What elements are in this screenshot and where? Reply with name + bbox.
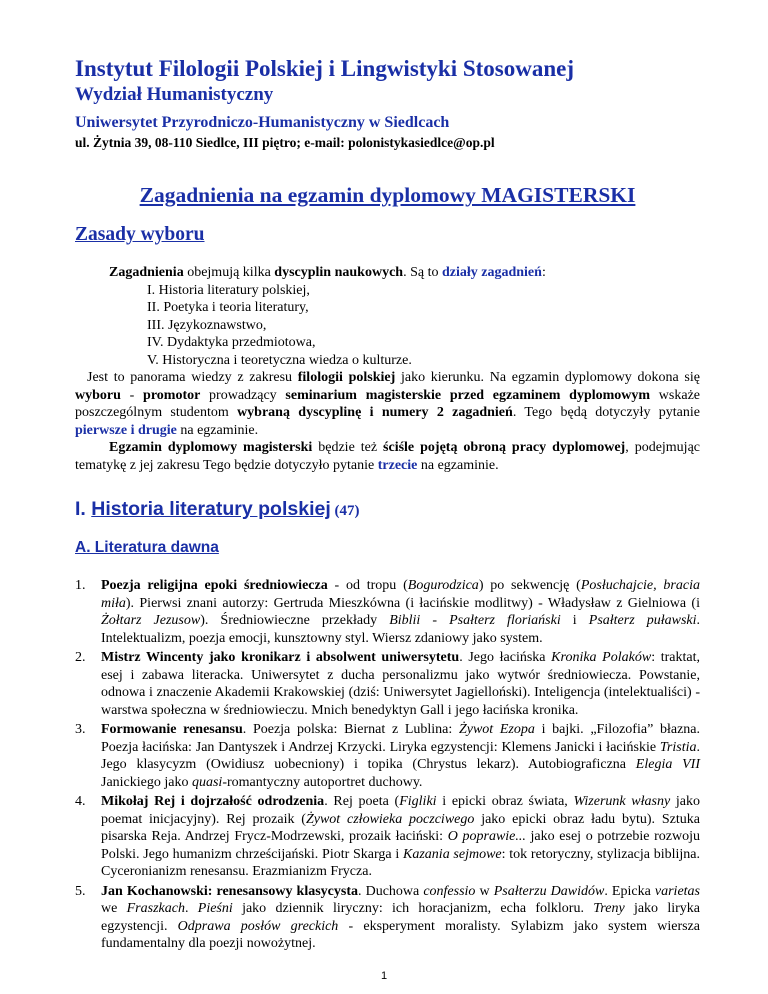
topic-item: 1. Poezja religijna epoki średniowiecza - od tropu (Bogurodzica) po sekwencję (Posłuchajcie, bracia miła). Pierwsi znani autorzy: Gertruda Mieszkówna (i łacińskie modlitwy) - Władysław z Gielniowa (i Żołtarz Jezusow). Średniowieczne przekłady Biblii - Psałterz floriański i Psałterz puławski. Intelektualizm, poezja emocji, kunsztowny styl. Wiersz zdaniowy jako system. <box>75 578 701 646</box>
topic-item: 5. Jan Kochanowski: renesansowy klasycysta. Duchowa confessio w Psałterzu Dawidów. Epicka varietas we Fraszkach. Pieśni jako dziennik liryczny: ich horacjanizm, echa folkloru. Treny jako liryka egzystencji. Odprawa posłów greckich - eksperyment moralisty. Sylabizm jako system wiersza fundamentalny dla poezji nowożytnej. <box>75 883 701 952</box>
address-line: ul. Żytnia 39, 08-110 Siedlce, III piętro; e-mail: polonistykasiedlce@op.pl <box>75 135 495 151</box>
subsection-heading-old-literature: A. Literatura dawna <box>75 539 219 557</box>
page-number: 1 <box>380 970 388 982</box>
topic-number: 2. <box>75 650 86 666</box>
rules-section <box>75 264 700 474</box>
section-heading-literature-history: I. Historia literatury polskiej (47) <box>75 498 360 521</box>
topic-number: 4. <box>75 794 86 810</box>
discipline-item: II. Poetyka i teoria literatury, <box>147 300 309 316</box>
discipline-item: III. Językoznawstwo, <box>147 317 267 333</box>
faculty-name: Wydział Humanistyczny <box>75 84 274 106</box>
institute-name: Instytut Filologii Polskiej i Lingwistyki Stosowanej <box>75 56 575 81</box>
topic-item: 2. Mistrz Wincenty jako kronikarz i absolwent uniwersytetu. Jego łacińska Kronika Polaków: traktat, esej i zabawa literacka. Uniwersytet z ducha personalizmu jako wytwór średniowiecza. Powstanie, odnowa i znaczenie Akademii Krakowskiej (dziś: Uniwersytet Jagielloński). Inteligencja (intelektualiści) - warstwa społeczna w średniowieczu. Mnich benedyktyn Gall i jego łacińska kronika. <box>75 650 700 718</box>
topic-item: 4. Mikołaj Rej i dojrzałość odrodzenia. Rej poeta (Figliki i epicki obraz świata, Wizerunk własny jako poemat inicjacyjny). Rej prozaik (Żywot człowieka poczciwego jako epicki obraz ładu bytu). Sztuka pisarska Reja. Andrzej Frycz-Modrzewski, prozaik łaciński: O poprawie... jako esej o potrzebie rozwoju Polski. Jego humanizm chrześcijański. Piotr Skarga i Kazania sejmowe: tok retoryczny, stylizacja biblijna. Cyceronianizm renesansu. Erazmianizm Frycza. <box>75 794 701 880</box>
university-name: Uniwersytet Przyrodniczo-Humanistyczny w Siedlcach <box>75 114 450 132</box>
topic-number: 5. <box>75 883 86 899</box>
topic-number: 1. <box>75 578 86 594</box>
rules-intro: Zagadnienia obejmują kilka dyscyplin naukowych. Są to działy zagadnień: <box>109 265 546 281</box>
page-title: Zagadnienia na egzamin dyplomowy MAGISTERSKI <box>139 183 636 208</box>
rules-paragraph-choice: Jest to panorama wiedzy z zakresu filologii polskiej jako kierunku. Na egzamin dyplomowy dokona się wyboru - promotor prowadzący seminarium magisterskie przed egzaminem dyplomowym wskaże poszczególnym studentom wybraną dyscyplinę i numery 2 zagadnień. Tego będą dotyczyły pytanie pierwsze i drugie na egzaminie. <box>75 370 701 438</box>
discipline-item: V. Historyczna i teoretyczna wiedza o kulturze. <box>147 352 412 368</box>
topic-number: 3. <box>75 722 86 738</box>
topics-list <box>75 577 700 953</box>
topic-item: 3. Formowanie renesansu. Poezja polska: Biernat z Lublina: Żywot Ezopa i bajki. „Filozofia” błazna. Poezja łacińska: Jan Dantyszek i Andrzej Krzycki. Liryka egzystencji: Klemens Janicki i łacińskie Tristia. Jego klasycyzm (Owidiusz uobecniony) i topika (Chrystus lekarz). Autobiograficzna Elegia VII Janickiego jako quasi-romantyczny autoportret duchowy. <box>75 722 701 790</box>
rules-paragraph-defense: Egzamin dyplomowy magisterski będzie też ściśle pojętą obroną pracy dyplomowej, podejmując tematykę z jej zakresu Tego będzie dotyczyło pytanie trzecie na egzaminie. <box>75 440 700 473</box>
discipline-item: IV. Dydaktyka przedmiotowa, <box>147 335 316 351</box>
discipline-item: I. Historia literatury polskiej, <box>147 282 310 298</box>
rules-heading: Zasady wyboru <box>75 224 205 246</box>
